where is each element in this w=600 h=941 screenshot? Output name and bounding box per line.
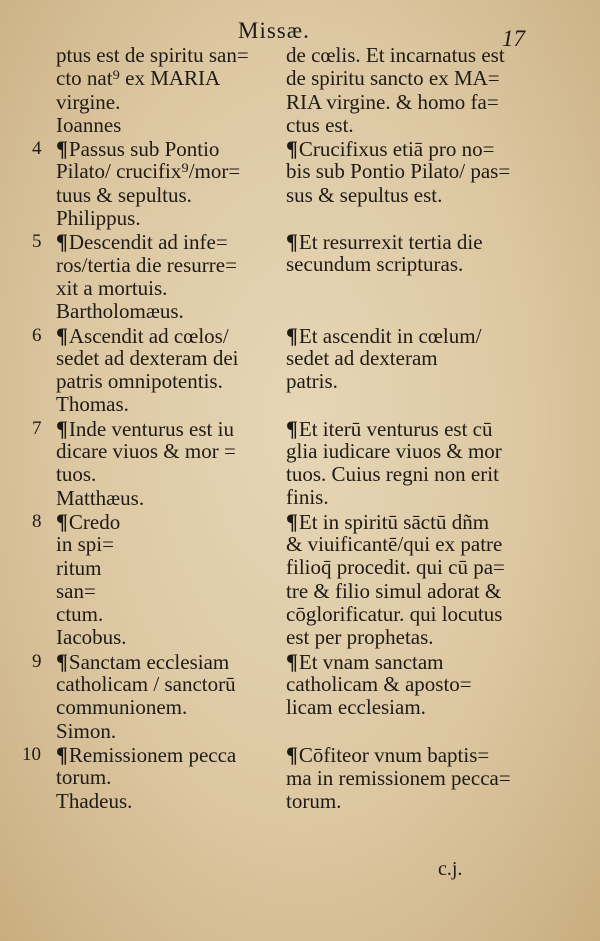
line-text: finis. (286, 485, 329, 510)
line-text: Crucifixus etiā pro no= (298, 137, 495, 162)
line-text: Inde venturus est iu (68, 416, 234, 441)
line-text: Cōfiteor vnum baptis= (298, 743, 490, 768)
text-line (286, 440, 556, 463)
nicene-article-block (286, 137, 556, 207)
text-line (56, 67, 278, 90)
line-text: Sanctam ecclesiam (68, 649, 230, 674)
text-line (56, 91, 278, 114)
line-text: secundum scripturas. (286, 252, 464, 277)
signature-mark: c.j. (438, 858, 463, 880)
line-text: RIA virgine. & homo fa= (286, 89, 499, 114)
line-text: catholicam / sanctorū (56, 672, 236, 697)
text-line (286, 510, 556, 533)
line-text: filioq̄ procedit. qui cū pa= (286, 555, 505, 580)
text-line (286, 696, 556, 719)
line-text: Descendit ad infe= (68, 230, 228, 255)
line-text: Et vnam sanctam (298, 649, 444, 674)
line-text: tuos. (56, 462, 97, 487)
text-line (56, 766, 278, 789)
line-text: cōglorificatur. qui locutus (286, 601, 503, 626)
line-text: Pilato/ crucifix⁹/mor= (56, 159, 241, 184)
text-line (56, 650, 278, 673)
apostle-name: Iacobus. (56, 625, 127, 650)
text-line (286, 91, 556, 114)
line-text: tuus & sepultus. (56, 182, 192, 207)
apostle-name: Matthæus. (56, 485, 145, 510)
line-text: tre & filio simul adorat & (286, 578, 502, 603)
line-text: ros/tertia die resurre= (56, 252, 237, 277)
line-text: Ascendit ad cœlos/ (68, 323, 229, 348)
creed-article-block (32, 415, 278, 510)
running-header: Missæ. (238, 18, 310, 43)
line-text: in spi= (56, 532, 114, 557)
line-text: sedet ad dexteram dei (56, 345, 239, 370)
line-text: Et in spiritū sāctū dñm (298, 509, 490, 534)
nicene-article-block (286, 44, 556, 137)
text-line (56, 696, 278, 719)
nicene-article-block (286, 743, 556, 813)
pilcrow-icon: ¶ (286, 136, 298, 162)
line-text: Remissionem pecca (68, 742, 237, 767)
line-text: de cœlis. Et incarnatus est (286, 43, 505, 67)
pilcrow-icon: ¶ (56, 229, 68, 255)
line-text: bis sub Pontio Pilato/ pas= (286, 159, 511, 184)
pilcrow-icon: ¶ (286, 648, 298, 674)
line-text: catholicam & aposto= (286, 671, 472, 696)
text-line (56, 440, 278, 463)
line-text: & viuificantē/qui ex patre (286, 532, 503, 557)
text-line (286, 556, 556, 579)
creed-article-block (56, 44, 278, 137)
line-text: patris. (286, 369, 338, 394)
text-line (286, 417, 556, 440)
text-line (286, 184, 556, 207)
apostle-name: Thadeus. (56, 788, 133, 813)
nicene-article-block (286, 324, 556, 394)
text-line (286, 533, 556, 556)
pilcrow-icon: ¶ (56, 322, 68, 348)
text-line (56, 673, 278, 696)
verse-number: 7 (32, 417, 42, 439)
line-text: dicare viuos & mor = (56, 439, 236, 464)
text-line (56, 184, 278, 207)
line-text: tuos. Cuius regni non erit (286, 462, 499, 487)
line-text: Et resurrexit tertia die (298, 230, 483, 255)
text-line (56, 137, 278, 160)
apostle-name: Thomas. (56, 392, 129, 417)
creed-article-block (32, 508, 278, 650)
text-line (286, 580, 556, 603)
text-line (286, 230, 556, 253)
text-line (56, 557, 278, 580)
nicene-article-block (286, 230, 556, 277)
nicene-article-block (286, 417, 556, 510)
line-text: ma in remissionem pecca= (286, 765, 511, 790)
text-line (286, 160, 556, 183)
verse-number: 10 (22, 743, 41, 765)
line-text: sedet ad dexteram (286, 345, 438, 370)
pilcrow-icon: ¶ (56, 415, 68, 441)
verse-number: 9 (32, 650, 42, 672)
text-line (286, 67, 556, 90)
line-text: est per prophetas. (286, 625, 434, 650)
pilcrow-icon: ¶ (56, 741, 68, 767)
creed-article-block (32, 648, 278, 743)
creed-article-block (32, 229, 278, 324)
apostle-name: Philippus. (56, 206, 141, 231)
text-line (56, 347, 278, 370)
line-text: communionem. (56, 695, 188, 720)
text-line (286, 253, 556, 276)
line-text: de spiritu sancto ex MA= (286, 66, 500, 91)
text-line (56, 417, 278, 440)
verse-number: 8 (32, 510, 42, 532)
verse-number: 6 (32, 324, 42, 346)
text-line (286, 324, 556, 347)
line-text: cto nat⁹ ex MARIA (56, 66, 221, 91)
line-text: torum. (56, 765, 112, 790)
pilcrow-icon: ¶ (286, 229, 298, 255)
line-text: ritum (56, 555, 102, 580)
line-text: Et iterū venturus est cū (298, 416, 493, 441)
text-line (56, 254, 278, 277)
text-line (56, 230, 278, 253)
text-line (286, 743, 556, 766)
apostles-creed-column (22, 43, 278, 813)
line-text: ctum. (56, 602, 104, 627)
line-text: sus & sepultus est. (286, 182, 443, 207)
line-text: Et ascendit in cœlum/ (298, 323, 482, 348)
creed-article-block (22, 741, 278, 813)
text-line (286, 673, 556, 696)
pilcrow-icon: ¶ (286, 415, 298, 441)
text-line (286, 463, 556, 486)
text-line (56, 580, 278, 603)
line-text: virgine. (56, 89, 121, 114)
text-line (56, 463, 278, 486)
text-line (56, 743, 278, 766)
text-line (56, 44, 278, 67)
text-line (286, 370, 556, 393)
text-line (56, 370, 278, 393)
line-text: torum. (286, 789, 342, 814)
text-line (286, 137, 556, 160)
pilcrow-icon: ¶ (56, 648, 68, 674)
line-text: licam ecclesiam. (286, 695, 426, 720)
pilcrow-icon: ¶ (286, 508, 298, 534)
verse-number: 5 (32, 231, 42, 253)
text-line (286, 44, 556, 67)
text-line (286, 603, 556, 626)
creed-article-block (32, 322, 278, 417)
nicene-article-block (286, 650, 556, 720)
line-text: Credo (68, 509, 121, 534)
text-line (286, 790, 556, 813)
line-text: san= (56, 578, 96, 603)
line-text: ctus est. (286, 112, 354, 137)
pilcrow-icon: ¶ (286, 742, 298, 768)
text-line (56, 603, 278, 626)
text-line (286, 486, 556, 509)
pilcrow-icon: ¶ (286, 322, 298, 348)
text-line (286, 650, 556, 673)
text-line (56, 533, 278, 556)
creed-article-block (32, 136, 278, 231)
pilcrow-icon: ¶ (56, 508, 68, 534)
text-line (56, 160, 278, 183)
line-text: ptus est de spiritu san= (56, 43, 249, 67)
text-line (286, 626, 556, 649)
nicene-creed-column (286, 44, 556, 813)
line-text: glia iudicare viuos & mor (286, 438, 502, 463)
apostle-name: Bartholomæus. (56, 299, 184, 324)
line-text: xit a mortuis. (56, 275, 168, 300)
text-line (286, 767, 556, 790)
pilcrow-icon: ¶ (56, 136, 68, 162)
text-line (286, 114, 556, 137)
text-line (56, 277, 278, 300)
apostle-name: Ioannes (56, 112, 122, 137)
line-text: patris omnipotentis. (56, 369, 223, 394)
nicene-article-block (286, 510, 556, 650)
page-number: 17 (502, 26, 525, 51)
text-line (56, 324, 278, 347)
text-line (56, 510, 278, 533)
apostle-name: Simon. (56, 718, 117, 743)
verse-number: 4 (32, 138, 42, 160)
line-text: Passus sub Pontio (68, 137, 220, 162)
text-line (286, 347, 556, 370)
